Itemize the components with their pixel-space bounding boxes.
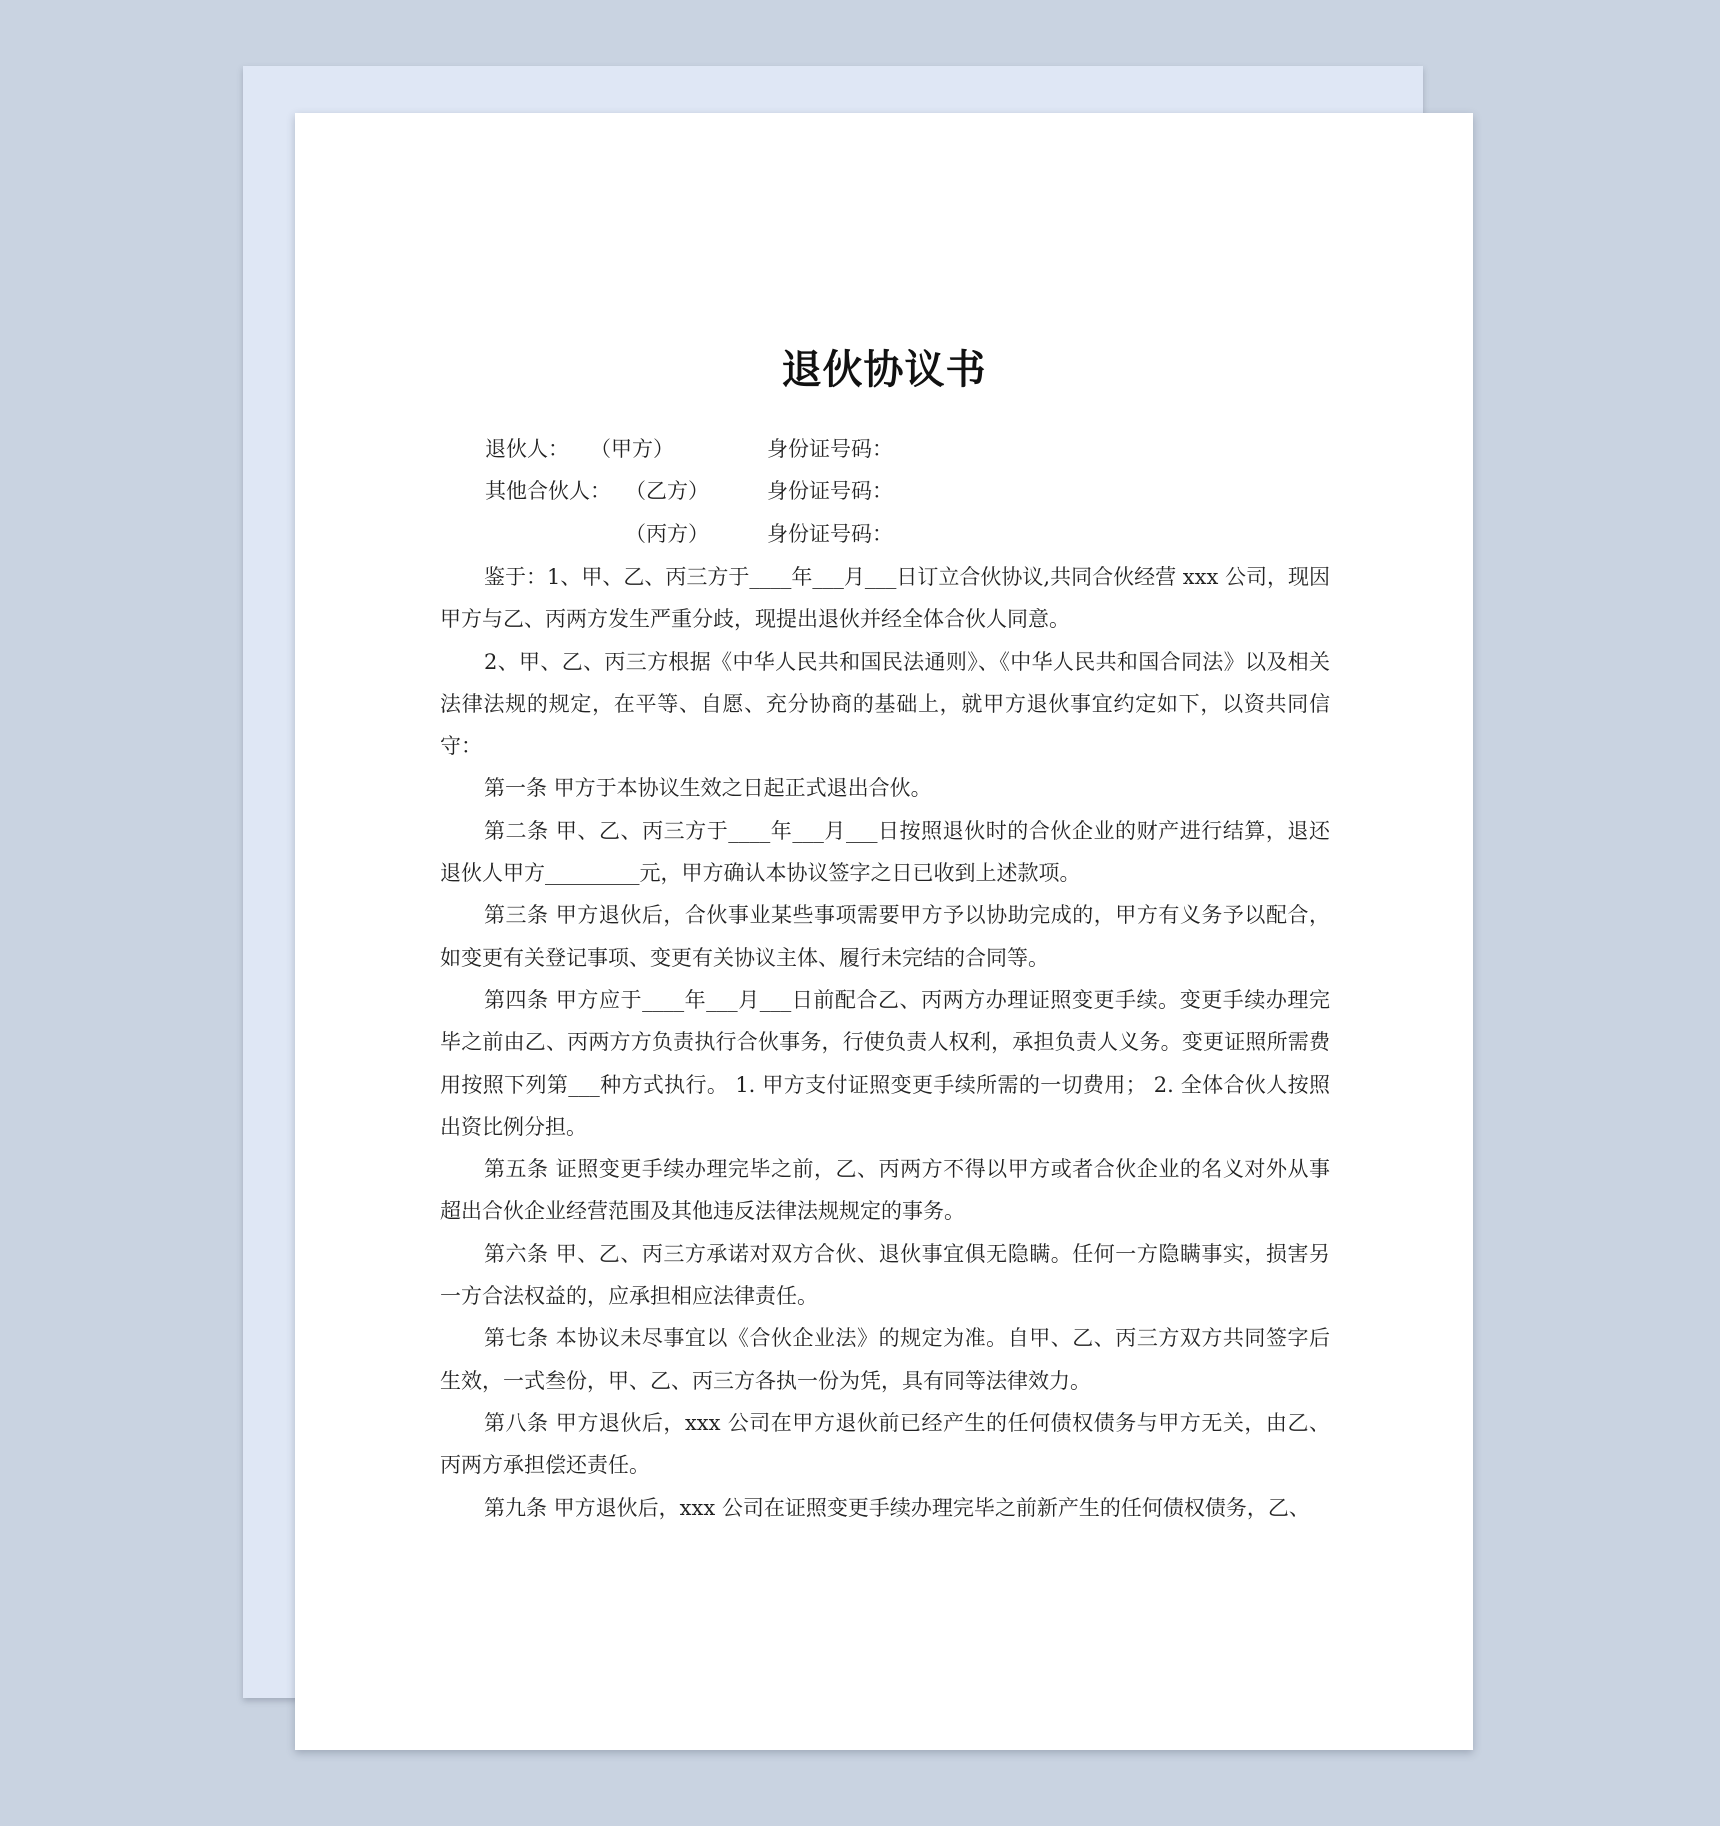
article-1: 第一条 甲方于本协议生效之日起正式退出合伙。: [484, 776, 932, 801]
article-5: 第五条 证照变更手续办理完毕之前，乙、丙两方不得以甲方或者合伙企业的名义对外从事超出合伙企业经营范围及其他违反法律法规规定的事务。: [440, 1157, 1330, 1224]
document-title: 退伙协议书: [781, 346, 987, 393]
article-6: 第六条 甲、乙、丙三方承诺对双方合伙、退伙事宜俱无隐瞒。任何一方隐瞒事实，损害另一方合法权益的，应承担相应法律责任。: [440, 1241, 1330, 1309]
recital-paragraph-2: 2、甲、乙、丙三方根据《中华人民共和国民法通则》、《中华人民共和国合同法》以及相关法律法规的规定，在平等、自愿、充分协商的基础上，就甲方退伙事宜约定如下，以资共同信守：: [440, 649, 1330, 759]
agreement-body: [440, 556, 1330, 1529]
party-label-a: 退伙人：: [485, 437, 569, 461]
party-role-a: （甲方）: [590, 437, 674, 461]
article-4: 第四条 甲方应于____年___月___日前配合乙、丙两方办理证照变更手续。变更手续办理完毕之前由乙、丙两方方负责执行合伙事务，行使负责人权利，承担负责人义务。变更证照所需费用按照下列第___种方式执行。 1. 甲方支付证照变更手续所需的一切费用； 2. 全体合伙人按照出资比例分担。: [440, 987, 1330, 1139]
article-9: 第九条 甲方退伙后，xxx 公司在证照变更手续办理完毕之前新产生的任何债权债务，乙、: [484, 1495, 1310, 1520]
article-7: 第七条 本协议未尽事宜以《合伙企业法》的规定为准。自甲、乙、丙三方双方共同签字后生效，一式叁份，甲、乙、丙三方各执一份为凭，具有同等法律效力。: [440, 1326, 1330, 1393]
party-role-b: （乙方）: [625, 479, 709, 503]
party-id-label-b: 身份证号码：: [767, 479, 893, 503]
party-role-c: （丙方）: [625, 522, 709, 546]
article-8: 第八条 甲方退伙后，xxx 公司在甲方退伙前已经产生的任何债权债务与甲方无关，由乙、丙两方承担偿还责任。: [440, 1410, 1330, 1478]
document-page: [295, 113, 1473, 1750]
recital-paragraph-1: 鉴于：1、甲、乙、丙三方于____年___月___日订立合伙协议,共同合伙经营 xxx 公司，现因甲方与乙、丙两方发生严重分歧，现提出退伙并经全体合伙人同意。: [440, 565, 1330, 632]
party-label-b: 其他合伙人：: [485, 479, 611, 503]
article-2: 第二条 甲、乙、丙三方于____年___月___日按照退伙时的合伙企业的财产进行结算，退还退伙人甲方_________元，甲方确认本协议签字之日已收到上述款项。: [440, 818, 1330, 886]
article-3: 第三条 甲方退伙后，合伙事业某些事项需要甲方予以协助完成的，甲方有义务予以配合，如变更有关登记事项、变更有关协议主体、履行未完结的合同等。: [440, 903, 1330, 970]
party-id-label-a: 身份证号码：: [767, 437, 893, 461]
party-id-label-c: 身份证号码：: [767, 522, 893, 546]
